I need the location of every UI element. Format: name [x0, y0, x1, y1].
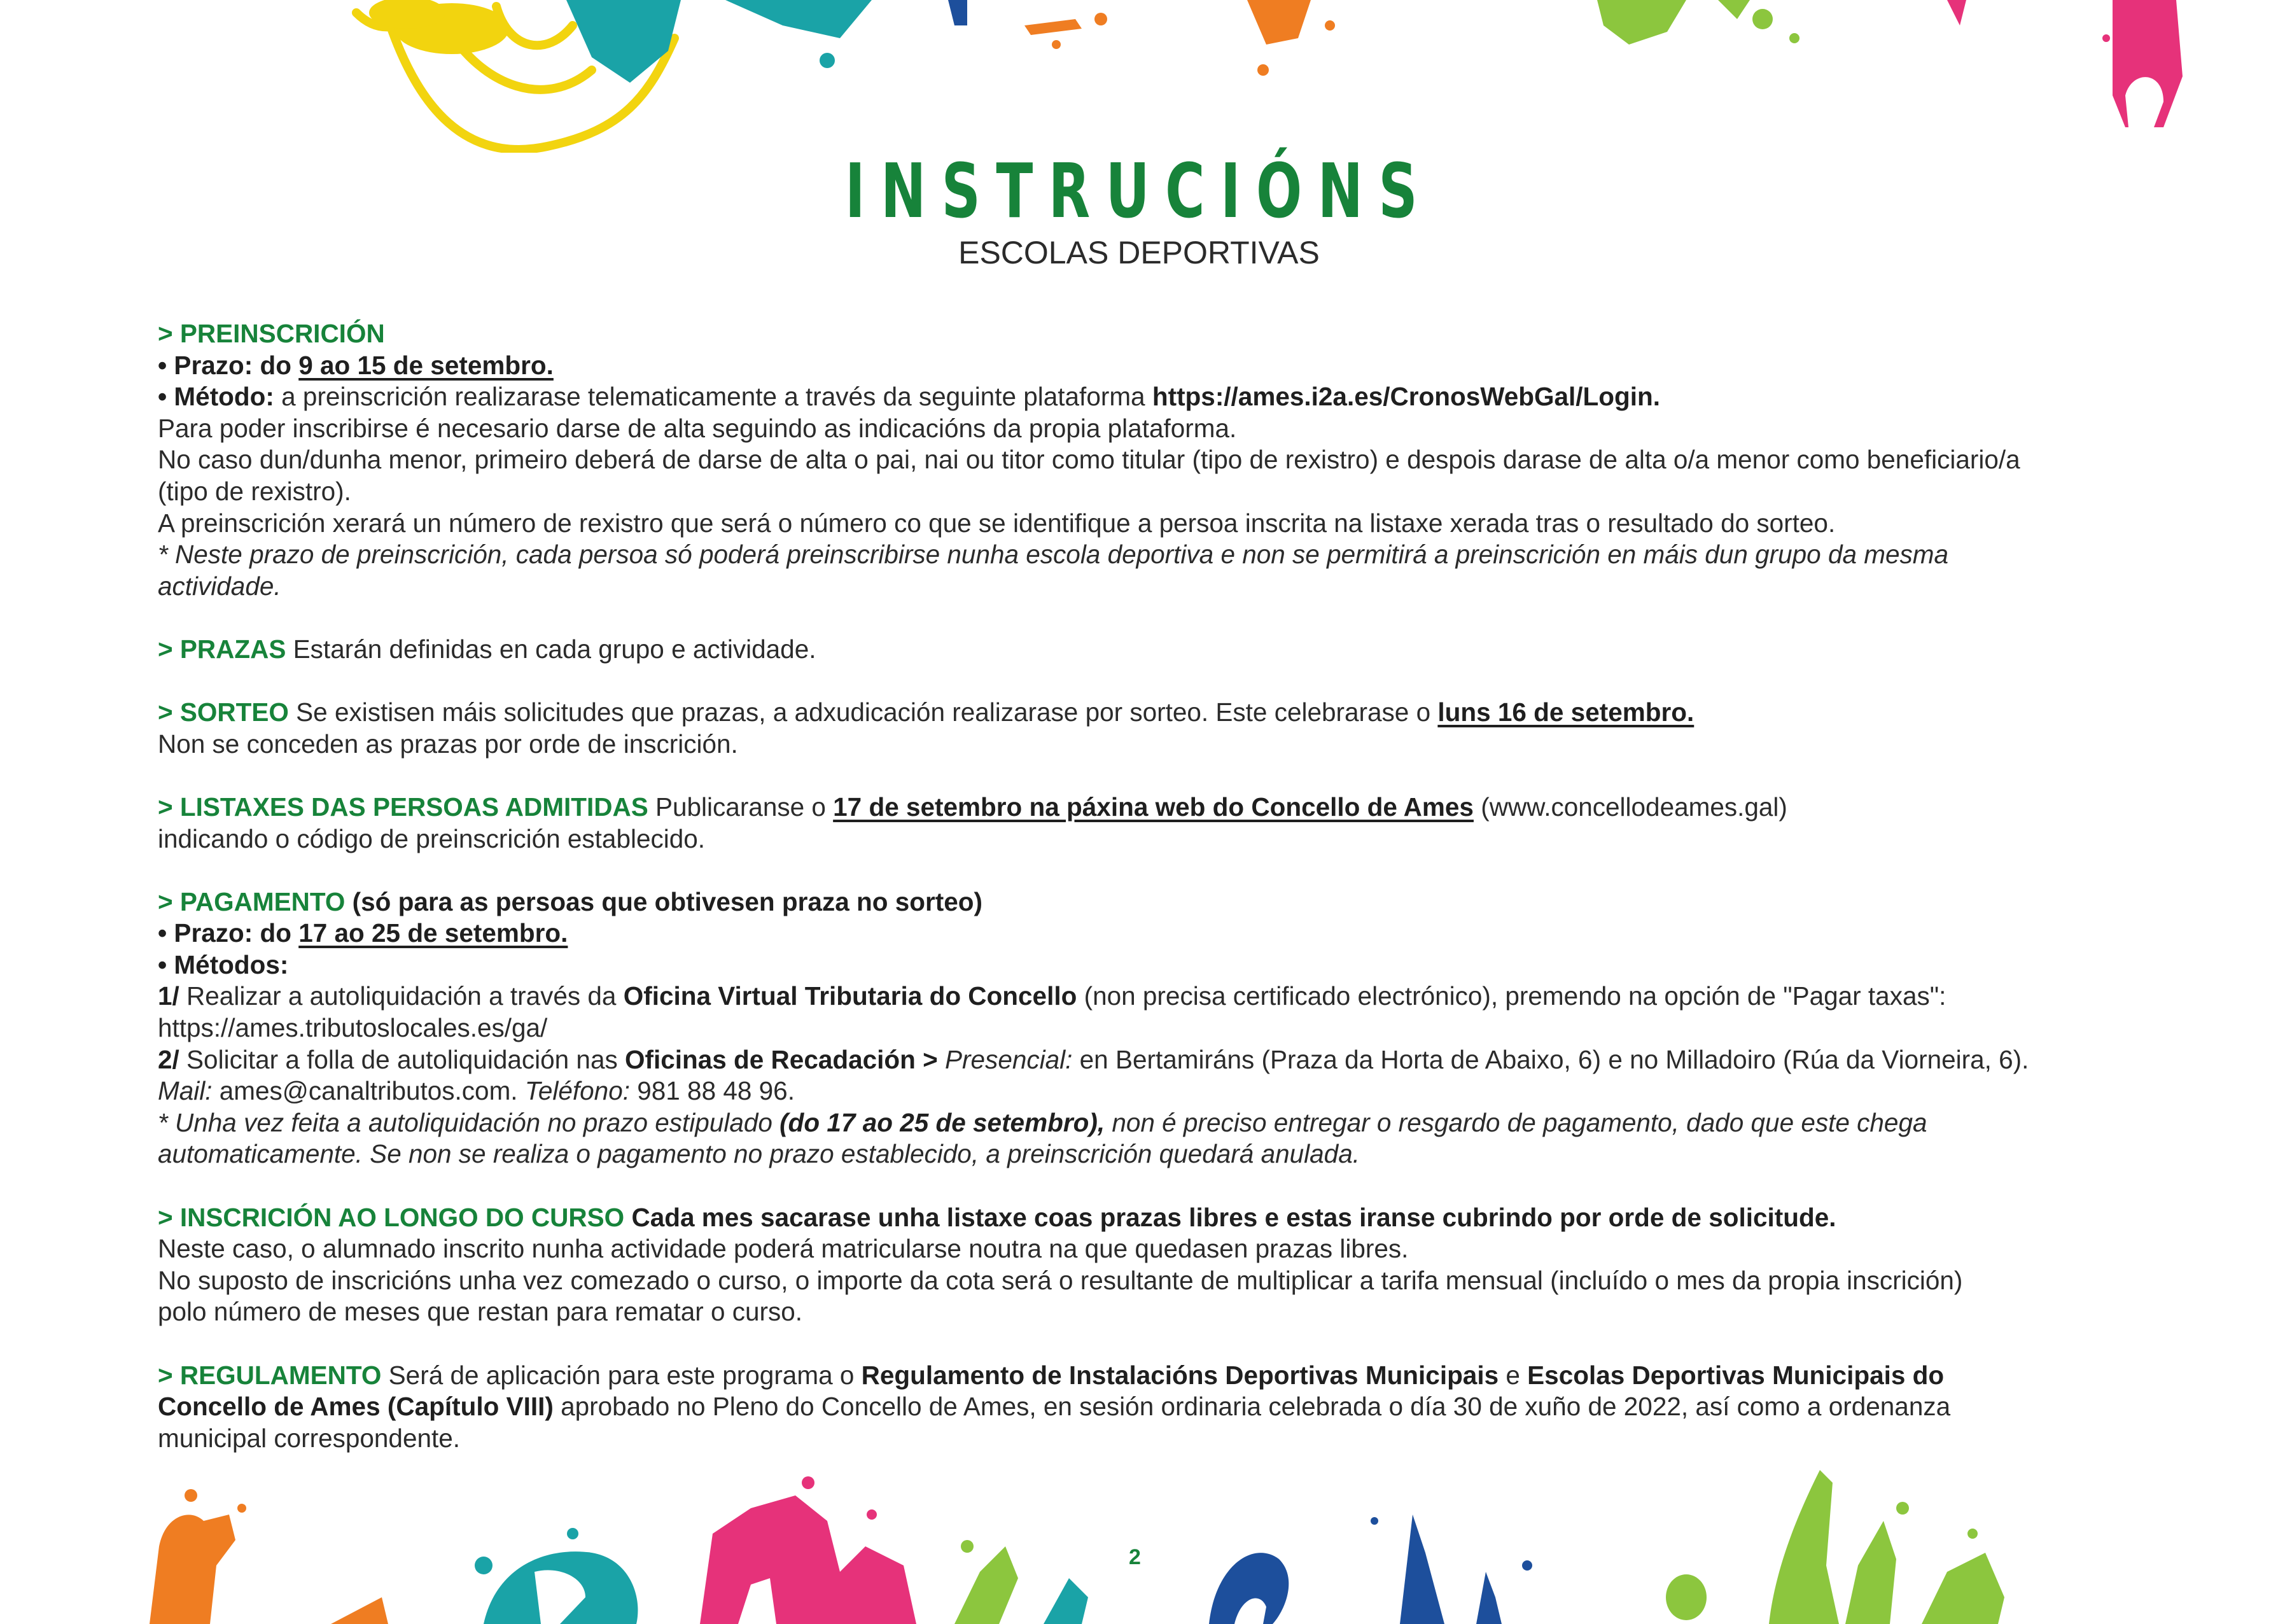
page-title: INSTRUCIÓNS [844, 147, 1434, 235]
text-line: (tipo de rexistro). [158, 476, 351, 506]
oficinas-recadacion: Oficinas de Recadación > [624, 1044, 938, 1074]
note-text: * Unha vez feita a autoliquidación no prazo estipulado [158, 1107, 780, 1137]
mail-label: Mail: [158, 1076, 213, 1106]
preinscricion-metodo [158, 381, 2156, 413]
section-heading: > PRAZAS [158, 634, 286, 664]
regulamento-text: Será de aplicación para este programa o [381, 1360, 862, 1390]
metodo-number: 2/ [158, 1044, 179, 1074]
prazas-line [158, 634, 2156, 666]
regulamento-bold: Regulamento de Instalacións Deportivas Municipais [861, 1360, 1499, 1390]
tel-label: Teléfono: [524, 1076, 630, 1106]
listaxes-line [158, 792, 2156, 823]
mail-address[interactable]: ames@canaltributos.com. [212, 1076, 525, 1106]
text-line: Neste caso, o alumnado inscrito nunha actividade poderá matricularse noutra na que quedasen prazas libres. [158, 1234, 1409, 1264]
sorteo-line [158, 697, 2156, 729]
tributos-link[interactable]: https://ames.tributoslocales.es/ga/ [158, 1013, 548, 1043]
page-header [0, 147, 2278, 272]
note-line: * Neste prazo de preinscrición, cada persoa só poderá preinscribirse nunha escola deportiva e non se permitirá a preinscrición en máis dun grupo da mesma [158, 540, 1949, 570]
listaxes-link[interactable]: 17 de setembro na páxina web do Concello de Ames [833, 792, 1474, 822]
text-line: Non se conceden as prazas por orde de inscrición. [158, 729, 738, 759]
oficina-virtual: Oficina Virtual Tributaria do Concello [623, 981, 1077, 1011]
metodo-1 [158, 981, 2156, 1012]
platform-link[interactable]: https://ames.i2a.es/CronosWebGal/Login. [1152, 382, 1660, 412]
pagamento-note: (só para as persoas que obtivesen praza no sorteo) [345, 886, 982, 916]
metodo-label: • Método: [158, 382, 274, 412]
metodo-text: a preinscrición realizarase telematicamente a través da seguinte plataforma [274, 382, 1152, 412]
section-heading: > INSCRICIÓN AO LONGO DO CURSO [158, 1202, 625, 1232]
inscricion-bold: Cada mes sacarase unha listaxe coas prazas libres e estas iranse cubrindo por orde de solicitude. [624, 1202, 1836, 1232]
metodos-label: • Métodos: [158, 949, 289, 979]
regulamento-text: aprobado no Pleno do Concello de Ames, en sesión ordinaria celebrada o día 30 de xuño de 2022, así como a ordenanza [553, 1392, 1951, 1422]
listaxes-web: (www.concellodeames.gal) [1473, 792, 1787, 822]
note-dates: (do 17 ao 25 de setembro), [779, 1107, 1105, 1137]
text-line: municipal correspondente. [158, 1423, 461, 1453]
pagamento-line [158, 886, 2156, 918]
prazo-dates: 9 ao 15 de setembro. [298, 350, 554, 380]
inscricion-line [158, 1202, 2156, 1234]
metodo-text: Realizar a autoliquidación a través da [179, 981, 624, 1011]
metodo-text: en Bertamiráns (Praza da Horta de Abaixo, 6) e no Milladoiro (Rúa da Viorneira, 6). [1072, 1044, 2029, 1074]
tel-number: 981 88 48 96. [629, 1076, 795, 1106]
prazo-dates: 17 ao 25 de setembro. [298, 918, 568, 948]
note-text: non é preciso entregar o resgardo de pagamento, dado que este chega [1105, 1107, 1927, 1137]
regulamento-bold: Escolas Deportivas Municipais do [1527, 1360, 1945, 1390]
preinscricion-heading [158, 318, 2156, 350]
prazo-label: • Prazo: do [158, 350, 299, 380]
section-heading: > SORTEO [158, 697, 289, 727]
prazo-label: • Prazo: do [158, 918, 299, 948]
regulamento-line [158, 1360, 2156, 1392]
page-number: 2 [1129, 1545, 1141, 1569]
text-line: No caso dun/dunha menor, primeiro deberá de darse de alta o pai, nai ou titor como titular (tipo de rexistro) e despois darase de alta o/a menor como beneficiario/a [158, 445, 2020, 475]
section-heading: > REGULAMENTO [158, 1360, 382, 1390]
listaxes-text: Publicaranse o [648, 792, 834, 822]
presencial-label: Presencial: [937, 1044, 1073, 1074]
note-line: automaticamente. Se non se realiza o pagamento no prazo establecido, a preinscrición quedará anulada. [158, 1139, 1360, 1169]
top-paint-splashes [0, 0, 2278, 153]
contact-line [158, 1075, 2156, 1107]
regulamento-line-2 [158, 1391, 2156, 1423]
text-line: A preinscrición xerará un número de rexistro que será o número co que se identifique a persoa inscrita na listaxe xerada tras o resultado do sorteo. [158, 508, 1836, 538]
preinscricion-prazo [158, 350, 2156, 382]
sorteo-text: Se existisen máis solicitudes que prazas, a adxudicación realizarase por sorteo. Este celebrarase o [288, 697, 1438, 727]
regulamento-bold: Concello de Ames (Capítulo VIII) [158, 1392, 554, 1422]
metodo-text: Solicitar a folla de autoliquidación nas [179, 1044, 625, 1074]
metodo-number: 1/ [158, 981, 179, 1011]
metodo-2 [158, 1044, 2156, 1076]
text-line: Para poder inscribirse é necesario darse de alta seguindo as indicacións da propia plataforma. [158, 413, 1237, 443]
text-line: indicando o código de preinscrición establecido. [158, 823, 706, 853]
prazas-text: Estarán definidas en cada grupo e actividade. [286, 634, 816, 664]
sorteo-date: luns 16 de setembro. [1437, 697, 1695, 727]
section-heading: > PAGAMENTO [158, 886, 346, 916]
pagamento-prazo [158, 918, 2156, 949]
regulamento-text: e [1499, 1360, 1528, 1390]
section-heading: > PREINSCRICIÓN [158, 319, 385, 348]
text-line: No suposto de inscricións unha vez comezado o curso, o importe da cota será o resultante de multiplicar a tarifa mensual (incluído o mes da propia inscrición) [158, 1265, 1963, 1295]
text-line: polo número de meses que restan para rematar o curso. [158, 1297, 803, 1327]
note-line [158, 1107, 2156, 1139]
section-heading: > LISTAXES DAS PERSOAS ADMITIDAS [158, 792, 648, 822]
instructions-body [158, 318, 2156, 1454]
note-line: actividade. [158, 571, 281, 601]
page-subtitle: ESCOLAS DEPORTIVAS [958, 235, 1320, 270]
metodo-text: (non precisa certificado electrónico), premendo na opción de "Pagar taxas": [1077, 981, 1946, 1011]
